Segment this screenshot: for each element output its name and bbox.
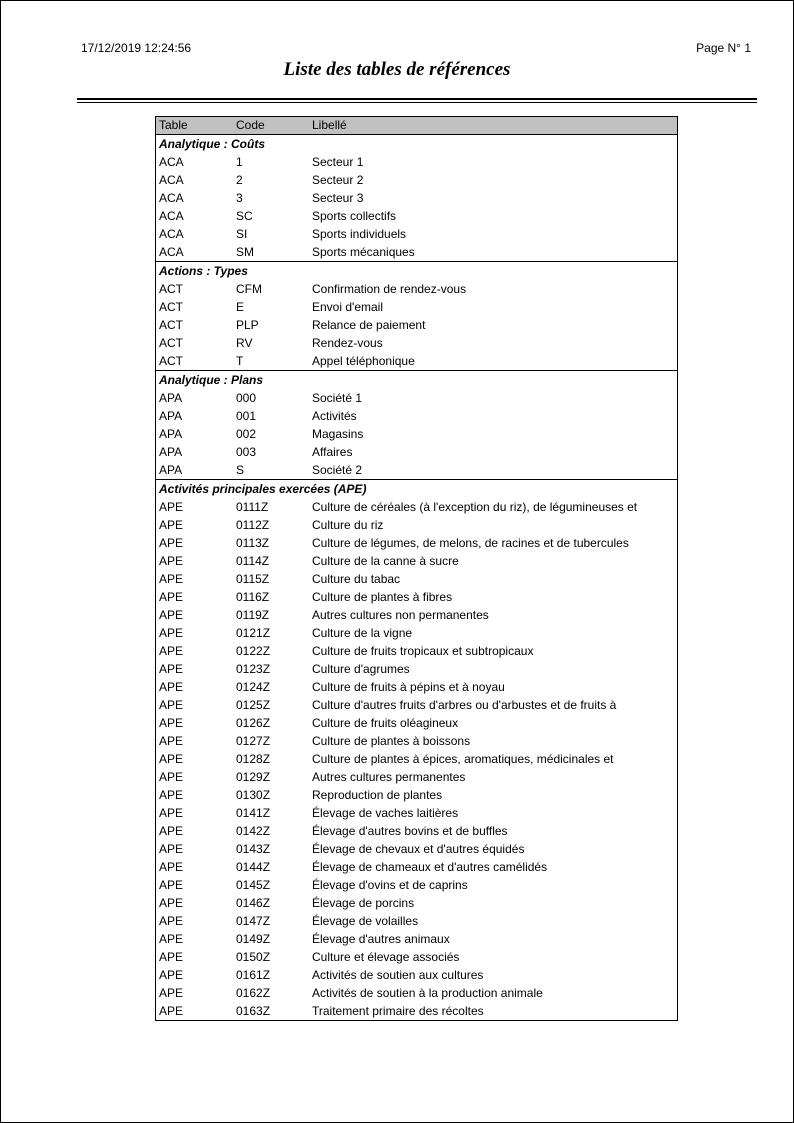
table-row — [156, 334, 677, 352]
table-row — [156, 243, 677, 261]
cell-table: APE — [159, 1004, 184, 1018]
table-row — [156, 534, 677, 552]
cell-table: APE — [159, 500, 184, 514]
cell-table: APE — [159, 716, 184, 730]
cell-table: APE — [159, 770, 184, 784]
cell-libelle: Autres cultures non permanentes — [312, 608, 489, 622]
cell-code: 0122Z — [236, 644, 271, 658]
cell-table: APE — [159, 824, 184, 838]
table-section — [156, 261, 677, 370]
cell-table: ACA — [159, 209, 184, 223]
cell-table: APE — [159, 932, 184, 946]
table-section — [156, 479, 677, 1020]
section-title: Actions : Types — [159, 264, 248, 278]
cell-code: 0128Z — [236, 752, 271, 766]
cell-table: APA — [159, 391, 183, 405]
cell-libelle: Culture de plantes à boissons — [312, 734, 471, 748]
table-row — [156, 570, 677, 588]
cell-code: 0163Z — [236, 1004, 271, 1018]
table-row — [156, 912, 677, 930]
cell-libelle: Culture de la vigne — [312, 626, 413, 640]
print-timestamp: 17/12/2019 12:24:56 — [81, 41, 192, 55]
cell-table: APE — [159, 626, 184, 640]
table-row — [156, 642, 677, 660]
cell-libelle: Culture et élevage associés — [312, 950, 460, 964]
cell-code: SI — [236, 227, 248, 241]
cell-libelle: Activités de soutien à la production animale — [312, 986, 543, 1000]
cell-libelle: Élevage de chevaux et d'autres équidés — [312, 842, 525, 856]
cell-code: 0142Z — [236, 824, 271, 838]
cell-table: APE — [159, 914, 184, 928]
table-row — [156, 280, 677, 298]
table-row — [156, 876, 677, 894]
cell-libelle: Culture de céréales (à l'exception du riz), de légumineuses et — [312, 500, 638, 514]
cell-libelle: Magasins — [312, 427, 364, 441]
cell-libelle: Reproduction de plantes — [312, 788, 443, 802]
cell-table: APA — [159, 463, 183, 477]
cell-table: APA — [159, 445, 183, 459]
cell-libelle: Sports collectifs — [312, 209, 397, 223]
cell-code: 0116Z — [236, 590, 270, 604]
cell-table: APE — [159, 572, 184, 586]
cell-libelle: Rendez-vous — [312, 336, 383, 350]
cell-code: 0129Z — [236, 770, 271, 784]
cell-code: 0127Z — [236, 734, 271, 748]
cell-libelle: Culture de la canne à sucre — [312, 554, 459, 568]
table-row — [156, 407, 677, 425]
cell-libelle: Élevage d'autres animaux — [312, 932, 450, 946]
cell-table: ACT — [159, 354, 183, 368]
cell-table: ACA — [159, 173, 184, 187]
cell-table: ACA — [159, 227, 184, 241]
table-row — [156, 425, 677, 443]
cell-libelle: Sports individuels — [312, 227, 407, 241]
cell-libelle: Confirmation de rendez-vous — [312, 282, 467, 296]
table-row — [156, 696, 677, 714]
table-section — [156, 135, 677, 261]
column-header-code: Code — [236, 118, 265, 132]
cell-table: APE — [159, 896, 184, 910]
cell-code: T — [236, 354, 244, 368]
table-row — [156, 624, 677, 642]
cell-table: APA — [159, 409, 183, 423]
cell-table: APE — [159, 536, 184, 550]
table-header-row — [156, 117, 677, 135]
cell-table: APE — [159, 590, 184, 604]
cell-libelle: Culture d'autres fruits d'arbres ou d'arbustes et de fruits à — [312, 698, 617, 712]
table-row — [156, 461, 677, 479]
cell-table: ACA — [159, 155, 184, 169]
cell-code: 001 — [236, 409, 257, 423]
cell-table: APE — [159, 644, 184, 658]
cell-table: APA — [159, 427, 183, 441]
cell-libelle: Culture du tabac — [312, 572, 401, 586]
cell-libelle: Appel téléphonique — [312, 354, 415, 368]
cell-libelle: Élevage de volailles — [312, 914, 419, 928]
cell-table: APE — [159, 860, 184, 874]
table-row — [156, 189, 677, 207]
cell-code: 0161Z — [236, 968, 271, 982]
cell-table: APE — [159, 788, 184, 802]
cell-libelle: Élevage de vaches laitières — [312, 806, 459, 820]
cell-code: PLP — [236, 318, 259, 332]
cell-table: APE — [159, 986, 184, 1000]
cell-table: ACT — [159, 336, 183, 350]
cell-table: APE — [159, 842, 184, 856]
cell-code: 0141Z — [236, 806, 271, 820]
table-row — [156, 298, 677, 316]
table-row — [156, 153, 677, 171]
cell-code: 0115Z — [236, 572, 270, 586]
cell-libelle: Élevage d'ovins et de caprins — [312, 878, 468, 892]
cell-code: 000 — [236, 391, 257, 405]
cell-code: 0113Z — [236, 536, 270, 550]
cell-libelle: Culture d'agrumes — [312, 662, 410, 676]
column-header-libelle: Libellé — [312, 118, 347, 132]
table-row — [156, 552, 677, 570]
table-row — [156, 516, 677, 534]
cell-table: APE — [159, 752, 184, 766]
cell-code: E — [236, 300, 245, 314]
table-row — [156, 750, 677, 768]
table-row — [156, 786, 677, 804]
table-row — [156, 225, 677, 243]
cell-code: SM — [236, 245, 254, 259]
cell-table: APE — [159, 806, 184, 820]
cell-libelle: Autres cultures permanentes — [312, 770, 466, 784]
table-row — [156, 984, 677, 1002]
cell-code: RV — [236, 336, 253, 350]
cell-libelle: Élevage de chameaux et d'autres camélidés — [312, 860, 548, 874]
reference-table — [155, 116, 678, 1021]
table-row — [156, 804, 677, 822]
cell-code: 0124Z — [236, 680, 271, 694]
cell-libelle: Élevage de porcins — [312, 896, 415, 910]
cell-code: 0114Z — [236, 554, 270, 568]
cell-code: 0145Z — [236, 878, 271, 892]
cell-code: 0146Z — [236, 896, 271, 910]
table-row — [156, 316, 677, 334]
table-row — [156, 858, 677, 876]
table-row — [156, 732, 677, 750]
cell-table: APE — [159, 608, 184, 622]
table-row — [156, 840, 677, 858]
cell-libelle: Élevage d'autres bovins et de buffles — [312, 824, 508, 838]
cell-code: 0130Z — [236, 788, 271, 802]
table-row — [156, 588, 677, 606]
cell-table: ACT — [159, 282, 183, 296]
cell-code: S — [236, 463, 245, 477]
cell-code: 0125Z — [236, 698, 271, 712]
cell-code: 0119Z — [236, 608, 270, 622]
table-row — [156, 966, 677, 984]
cell-libelle: Culture de fruits tropicaux et subtropicaux — [312, 644, 534, 658]
table-row — [156, 606, 677, 624]
cell-code: 0111Z — [236, 500, 269, 514]
cell-code: 0149Z — [236, 932, 271, 946]
cell-code: 0121Z — [236, 626, 271, 640]
cell-libelle: Culture de plantes à fibres — [312, 590, 453, 604]
cell-code: 3 — [236, 191, 243, 205]
table-row — [156, 498, 677, 516]
table-row — [156, 1002, 677, 1020]
section-title: Analytique : Plans — [159, 373, 264, 387]
cell-table: APE — [159, 968, 184, 982]
cell-libelle: Sports mécaniques — [312, 245, 415, 259]
cell-code: 0147Z — [236, 914, 271, 928]
table-row — [156, 660, 677, 678]
report-title: Liste des tables de références — [283, 59, 511, 80]
cell-libelle: Secteur 3 — [312, 191, 364, 205]
cell-code: 0126Z — [236, 716, 271, 730]
table-row — [156, 768, 677, 786]
title-rule-bottom — [77, 102, 757, 103]
cell-code: SC — [236, 209, 253, 223]
cell-libelle: Activités de soutien aux cultures — [312, 968, 484, 982]
table-row — [156, 678, 677, 696]
table-row — [156, 714, 677, 732]
table-row — [156, 443, 677, 461]
cell-libelle: Activités — [312, 409, 357, 423]
title-rule-top — [77, 98, 757, 100]
cell-code: 2 — [236, 173, 243, 187]
cell-libelle: Culture de fruits à pépins et à noyau — [312, 680, 505, 694]
cell-code: 0150Z — [236, 950, 271, 964]
cell-libelle: Culture de plantes à épices, aromatiques, médicinales et — [312, 752, 614, 766]
section-title: Analytique : Coûts — [159, 137, 266, 151]
cell-table: ACA — [159, 191, 184, 205]
cell-table: ACA — [159, 245, 184, 259]
cell-code: 0144Z — [236, 860, 271, 874]
cell-libelle: Traitement primaire des récoltes — [312, 1004, 484, 1018]
section-title: Activités principales exercées (APE) — [159, 482, 367, 496]
cell-libelle: Envoi d'email — [312, 300, 383, 314]
cell-libelle: Secteur 1 — [312, 155, 364, 169]
cell-table: APE — [159, 518, 184, 532]
cell-table: APE — [159, 698, 184, 712]
cell-code: 1 — [236, 155, 243, 169]
cell-libelle: Société 1 — [312, 391, 363, 405]
table-section — [156, 370, 677, 479]
cell-table: ACT — [159, 318, 183, 332]
table-row — [156, 389, 677, 407]
table-row — [156, 352, 677, 370]
column-header-table: Table — [159, 118, 188, 132]
cell-libelle: Culture de fruits oléagineux — [312, 716, 459, 730]
cell-table: APE — [159, 950, 184, 964]
cell-code: 0162Z — [236, 986, 271, 1000]
cell-table: ACT — [159, 300, 183, 314]
table-row — [156, 171, 677, 189]
cell-table: APE — [159, 878, 184, 892]
table-row — [156, 894, 677, 912]
cell-code: CFM — [236, 282, 262, 296]
cell-table: APE — [159, 554, 184, 568]
cell-code: 0143Z — [236, 842, 271, 856]
table-row — [156, 822, 677, 840]
cell-libelle: Secteur 2 — [312, 173, 364, 187]
cell-libelle: Société 2 — [312, 463, 363, 477]
page-number: Page N° 1 — [696, 41, 751, 55]
cell-code: 002 — [236, 427, 257, 441]
table-row — [156, 207, 677, 225]
cell-libelle: Culture du riz — [312, 518, 384, 532]
cell-libelle: Relance de paiement — [312, 318, 426, 332]
cell-code: 003 — [236, 445, 257, 459]
table-row — [156, 930, 677, 948]
cell-table: APE — [159, 662, 184, 676]
table-body — [156, 135, 677, 1020]
cell-table: APE — [159, 734, 184, 748]
cell-table: APE — [159, 680, 184, 694]
cell-code: 0112Z — [236, 518, 270, 532]
table-row — [156, 948, 677, 966]
cell-libelle: Affaires — [312, 445, 353, 459]
cell-libelle: Culture de légumes, de melons, de racines et de tubercules — [312, 536, 629, 550]
cell-code: 0123Z — [236, 662, 271, 676]
